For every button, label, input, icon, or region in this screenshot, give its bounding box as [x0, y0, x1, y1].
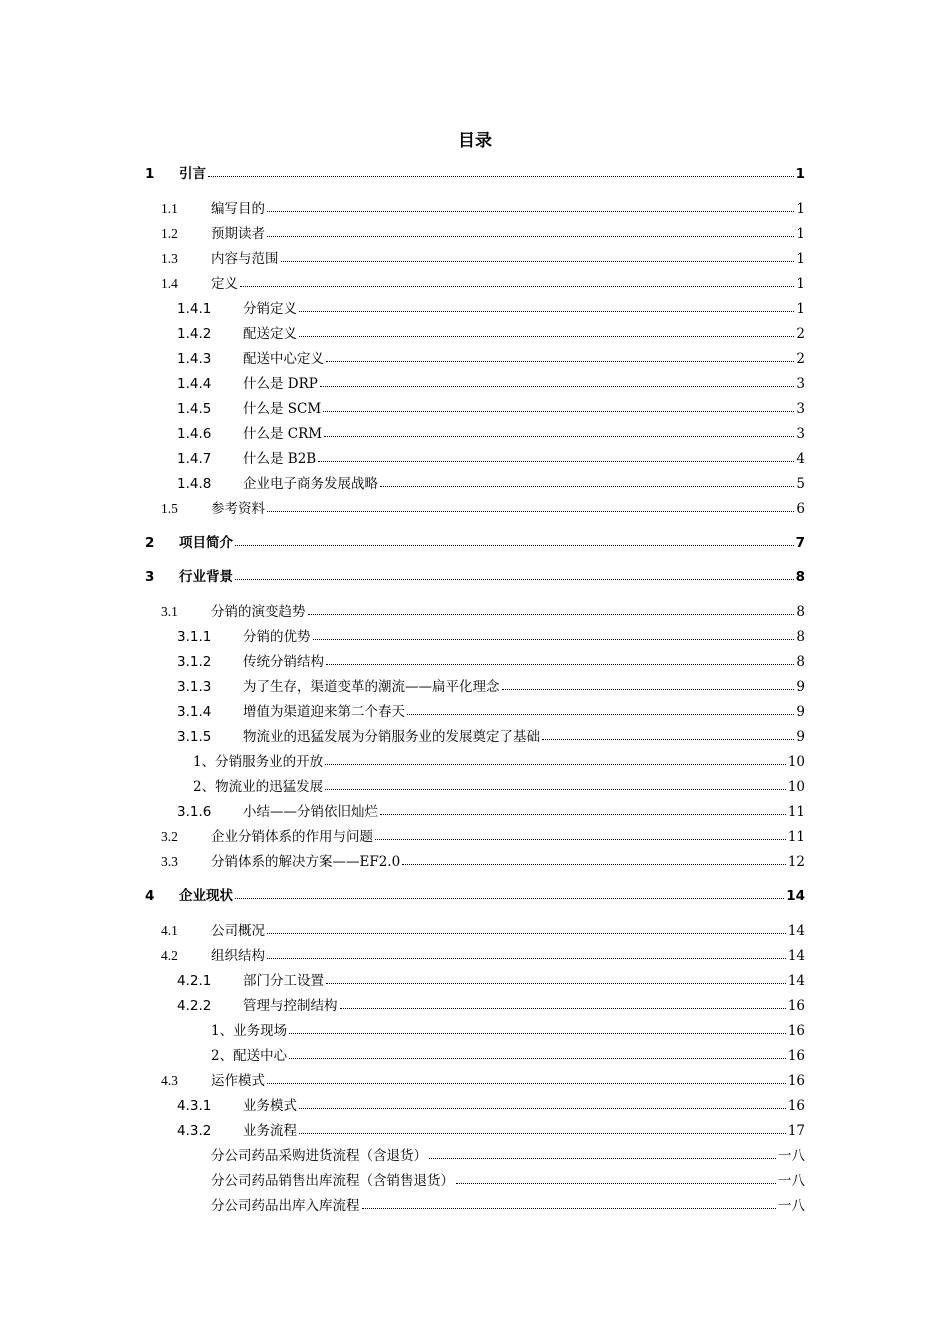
toc-entry-number: 2	[145, 535, 155, 551]
toc-entry[interactable]	[177, 648, 805, 670]
toc-entry-page: 1	[796, 226, 805, 242]
toc-entry-title: 分销体系的解决方案——EF2.0	[211, 854, 401, 870]
toc-entry-number: 3.1.3	[177, 679, 212, 695]
dot-leader	[340, 1008, 786, 1009]
dot-leader	[235, 579, 794, 580]
toc-entry[interactable]	[145, 529, 805, 551]
toc-entry-page: 16	[787, 998, 805, 1014]
dot-leader	[326, 361, 794, 362]
toc-entry-title: 引言	[179, 166, 206, 182]
dot-leader	[326, 664, 794, 665]
toc-entry-page: 16	[787, 1048, 805, 1064]
toc-entry-number: 1.4.6	[177, 426, 212, 442]
toc-entry-number: 3.3	[161, 854, 178, 869]
toc-entry-title: 增值为渠道迎来第二个春天	[243, 704, 405, 720]
toc-entry-title: 公司概况	[211, 923, 265, 939]
toc-entry-page: 8	[796, 604, 805, 620]
dot-leader	[325, 764, 786, 765]
toc-entry-title: 2、配送中心	[211, 1048, 288, 1064]
toc-entry[interactable]	[161, 942, 805, 964]
dot-leader	[240, 286, 794, 287]
toc-entry[interactable]	[161, 848, 805, 870]
dot-leader	[308, 614, 795, 615]
dot-leader	[375, 839, 786, 840]
toc-entry-number: 1.1	[161, 201, 178, 216]
toc-entry[interactable]	[177, 420, 805, 442]
toc-entry-page: 1	[795, 166, 805, 182]
toc-entry-title: 项目简介	[179, 535, 233, 551]
toc-entry[interactable]	[193, 773, 805, 795]
dot-leader	[320, 386, 795, 387]
toc-entry-page: 3	[796, 376, 805, 392]
toc-entry-number: 1.4.7	[177, 451, 212, 467]
toc-entry-page: 2	[796, 326, 805, 342]
toc-entry-title: 分公司药品出库入库流程	[211, 1198, 360, 1214]
toc-entry-page: 2	[796, 351, 805, 367]
dot-leader	[235, 545, 794, 546]
toc-entry-page: 8	[795, 569, 805, 585]
toc-entry-page: 10	[787, 754, 805, 770]
toc-entry-number: 4.3.1	[177, 1098, 212, 1114]
toc-entry-page: 7	[795, 535, 805, 551]
dot-leader	[542, 739, 794, 740]
dot-leader	[299, 1133, 786, 1134]
toc-entry[interactable]	[177, 798, 805, 820]
toc-entry[interactable]	[177, 370, 805, 392]
toc-entry-title: 配送中心定义	[243, 351, 324, 367]
toc-entry[interactable]	[161, 823, 805, 845]
toc-entry-page: 8	[796, 629, 805, 645]
toc-entry-number: 4.1	[161, 923, 178, 938]
dot-leader	[267, 236, 794, 237]
toc-entry-page: 8	[796, 654, 805, 670]
toc-entry-number: 1.4	[161, 276, 178, 291]
toc-entry-page: 11	[787, 829, 805, 845]
toc-entry[interactable]	[177, 992, 805, 1014]
toc-entry-number: 1.3	[161, 251, 178, 266]
dot-leader	[325, 789, 786, 790]
toc-entry[interactable]	[161, 245, 805, 267]
toc-entry-page: 14	[787, 948, 805, 964]
dot-leader	[456, 1183, 776, 1184]
toc-entry-title: 1、分销服务业的开放	[193, 754, 324, 770]
dot-leader	[407, 714, 794, 715]
toc-entry-title: 传统分销结构	[243, 654, 324, 670]
toc-entry-title: 分公司药品销售出库流程（含销售退货）	[211, 1173, 454, 1189]
toc-entry[interactable]	[211, 1042, 805, 1064]
toc-entry-page: 1	[796, 301, 805, 317]
toc-entry[interactable]	[193, 748, 805, 770]
dot-leader	[429, 1158, 776, 1159]
toc-entry[interactable]	[161, 495, 805, 517]
toc-entry[interactable]	[145, 882, 805, 904]
toc-entry[interactable]	[211, 1167, 805, 1189]
toc-entry-page: 9	[796, 729, 805, 745]
toc-entry-title: 企业电子商务发展战略	[243, 476, 378, 492]
toc-entry-title: 内容与范围	[211, 251, 279, 267]
toc-entry-number: 4.2.1	[177, 973, 212, 989]
toc-entry-title: 物流业的迅猛发展为分销服务业的发展奠定了基础	[243, 729, 540, 745]
toc-entry[interactable]	[161, 195, 805, 217]
toc-entry-number: 4.3.2	[177, 1123, 212, 1139]
toc-entry[interactable]	[145, 160, 805, 182]
dot-leader	[318, 461, 794, 462]
toc-entry-page: 1	[796, 251, 805, 267]
toc-entry-page: 16	[787, 1098, 805, 1114]
toc-entry-page: 10	[787, 779, 805, 795]
toc-entry-title: 什么是 DRP	[243, 376, 318, 392]
toc-entry-page: 11	[787, 804, 805, 820]
dot-leader	[313, 639, 795, 640]
dot-leader	[267, 958, 786, 959]
toc-entry-number: 4	[145, 888, 155, 904]
toc-entry-number: 1.4.3	[177, 351, 212, 367]
toc-entry-title: 业务模式	[243, 1098, 297, 1114]
dot-leader	[299, 311, 794, 312]
toc-entry-number: 1.2	[161, 226, 178, 241]
toc-entry[interactable]	[177, 723, 805, 745]
toc-entry-number: 1.4.8	[177, 476, 212, 492]
toc-entry[interactable]	[161, 1067, 805, 1089]
toc-entry-page: 一八	[778, 1148, 805, 1164]
dot-leader	[208, 176, 794, 177]
toc-entry[interactable]	[161, 270, 805, 292]
toc-entry-title: 什么是 SCM	[243, 401, 322, 417]
toc-entry-title: 业务流程	[243, 1123, 297, 1139]
toc-entry[interactable]	[177, 698, 805, 720]
dot-leader	[380, 814, 786, 815]
toc-entry-number: 3.1.5	[177, 729, 212, 745]
toc-entry-number: 4.2	[161, 948, 178, 963]
dot-leader	[267, 211, 794, 212]
toc-entry-title: 2、物流业的迅猛发展	[193, 779, 324, 795]
dot-leader	[267, 1083, 786, 1084]
toc-entry[interactable]	[177, 1117, 805, 1139]
toc-entry-page: 9	[796, 704, 805, 720]
toc-entry-page: 14	[787, 973, 805, 989]
toc-entry-title: 分销的演变趋势	[211, 604, 306, 620]
toc-entry[interactable]	[177, 445, 805, 467]
toc-entry-title: 什么是 CRM	[243, 426, 323, 442]
toc-entry-number: 1.4.2	[177, 326, 212, 342]
toc-entry[interactable]	[161, 220, 805, 242]
toc-entry[interactable]	[211, 1017, 805, 1039]
toc-entry[interactable]	[177, 295, 805, 317]
toc-entry-number: 3.1.6	[177, 804, 212, 820]
toc-entry-page: 5	[796, 476, 805, 492]
toc-entry-page: 9	[796, 679, 805, 695]
toc-entry[interactable]	[145, 563, 805, 585]
dot-leader	[323, 411, 794, 412]
toc-entry-title: 分公司药品采购进货流程（含退货）	[211, 1148, 427, 1164]
toc-entry-title: 企业现状	[179, 888, 233, 904]
toc-entry-title: 1、业务现场	[211, 1023, 288, 1039]
toc-entry-page: 14	[787, 923, 805, 939]
dot-leader	[324, 436, 794, 437]
toc-entry-number: 1	[145, 166, 155, 182]
toc-entry-title: 小结——分销依旧灿烂	[243, 804, 378, 820]
toc-entry-title: 行业背景	[179, 569, 233, 585]
toc-entry-title: 什么是 B2B	[243, 451, 317, 467]
toc-entry[interactable]	[161, 917, 805, 939]
toc-entry[interactable]	[211, 1142, 805, 1164]
toc-entry-page: 一八	[778, 1173, 805, 1189]
toc-entry-number: 1.5	[161, 501, 178, 516]
toc-entry-page: 1	[796, 276, 805, 292]
toc-entry[interactable]	[177, 320, 805, 342]
toc-entry-title: 组织结构	[211, 948, 265, 964]
toc-entry-page: 一八	[778, 1198, 805, 1214]
toc-entry[interactable]	[177, 470, 805, 492]
toc-entry-title: 为了生存，渠道变革的潮流——扁平化理念	[243, 679, 500, 695]
dot-leader	[380, 486, 794, 487]
toc-entry-number: 1.4.1	[177, 301, 212, 317]
dot-leader	[299, 1108, 786, 1109]
toc-entry-number: 3.2	[161, 829, 178, 844]
dot-leader	[289, 1033, 786, 1034]
toc-entry[interactable]	[177, 395, 805, 417]
dot-leader	[235, 898, 784, 899]
toc-entry-number: 3.1	[161, 604, 178, 619]
dot-leader	[281, 261, 795, 262]
toc-entry[interactable]	[161, 598, 805, 620]
toc-entry-page: 16	[787, 1073, 805, 1089]
toc-entry-number: 1.4.5	[177, 401, 212, 417]
toc-entry-page: 3	[796, 426, 805, 442]
toc-entry-page: 17	[787, 1123, 805, 1139]
dot-leader	[502, 689, 795, 690]
toc-entry-title: 预期读者	[211, 226, 265, 242]
toc-entry-number: 3.1.4	[177, 704, 212, 720]
toc-title: 目录	[458, 131, 492, 151]
toc-entry-title: 参考资料	[211, 501, 265, 517]
dot-leader	[299, 336, 794, 337]
toc-entry[interactable]	[177, 673, 805, 695]
dot-leader	[267, 511, 794, 512]
toc-entry-title: 编写目的	[211, 201, 265, 217]
toc-entry-number: 1.4.4	[177, 376, 212, 392]
dot-leader	[289, 1058, 786, 1059]
toc-entry-title: 分销定义	[243, 301, 297, 317]
toc-entry-page: 16	[787, 1023, 805, 1039]
dot-leader	[326, 983, 786, 984]
toc-entry-number: 3.1.2	[177, 654, 212, 670]
toc-entry-title: 分销的优势	[243, 629, 311, 645]
toc-entry-page: 4	[796, 451, 805, 467]
toc-entry-number: 4.3	[161, 1073, 178, 1088]
toc-entry[interactable]	[177, 345, 805, 367]
dot-leader	[362, 1208, 777, 1209]
toc-entry-page: 6	[796, 501, 805, 517]
toc-entry-page: 1	[796, 201, 805, 217]
toc-entry-title: 运作模式	[211, 1073, 265, 1089]
dot-leader	[267, 933, 786, 934]
toc-entry[interactable]	[177, 623, 805, 645]
toc-entry-title: 管理与控制结构	[243, 998, 338, 1014]
dot-leader	[402, 864, 786, 865]
toc-entry[interactable]	[211, 1192, 805, 1214]
toc-entry-page: 14	[786, 888, 805, 904]
toc-entry-title: 部门分工设置	[243, 973, 324, 989]
toc-entry-page: 12	[787, 854, 805, 870]
toc-entry[interactable]	[177, 967, 805, 989]
toc-entry-number: 3.1.1	[177, 629, 212, 645]
toc-entry-title: 配送定义	[243, 326, 297, 342]
toc-entry-page: 3	[796, 401, 805, 417]
toc-entry-number: 3	[145, 569, 155, 585]
toc-entry-title: 企业分销体系的作用与问题	[211, 829, 373, 845]
toc-entry[interactable]	[177, 1092, 805, 1114]
toc-entry-title: 定义	[211, 276, 238, 292]
toc-entry-number: 4.2.2	[177, 998, 212, 1014]
